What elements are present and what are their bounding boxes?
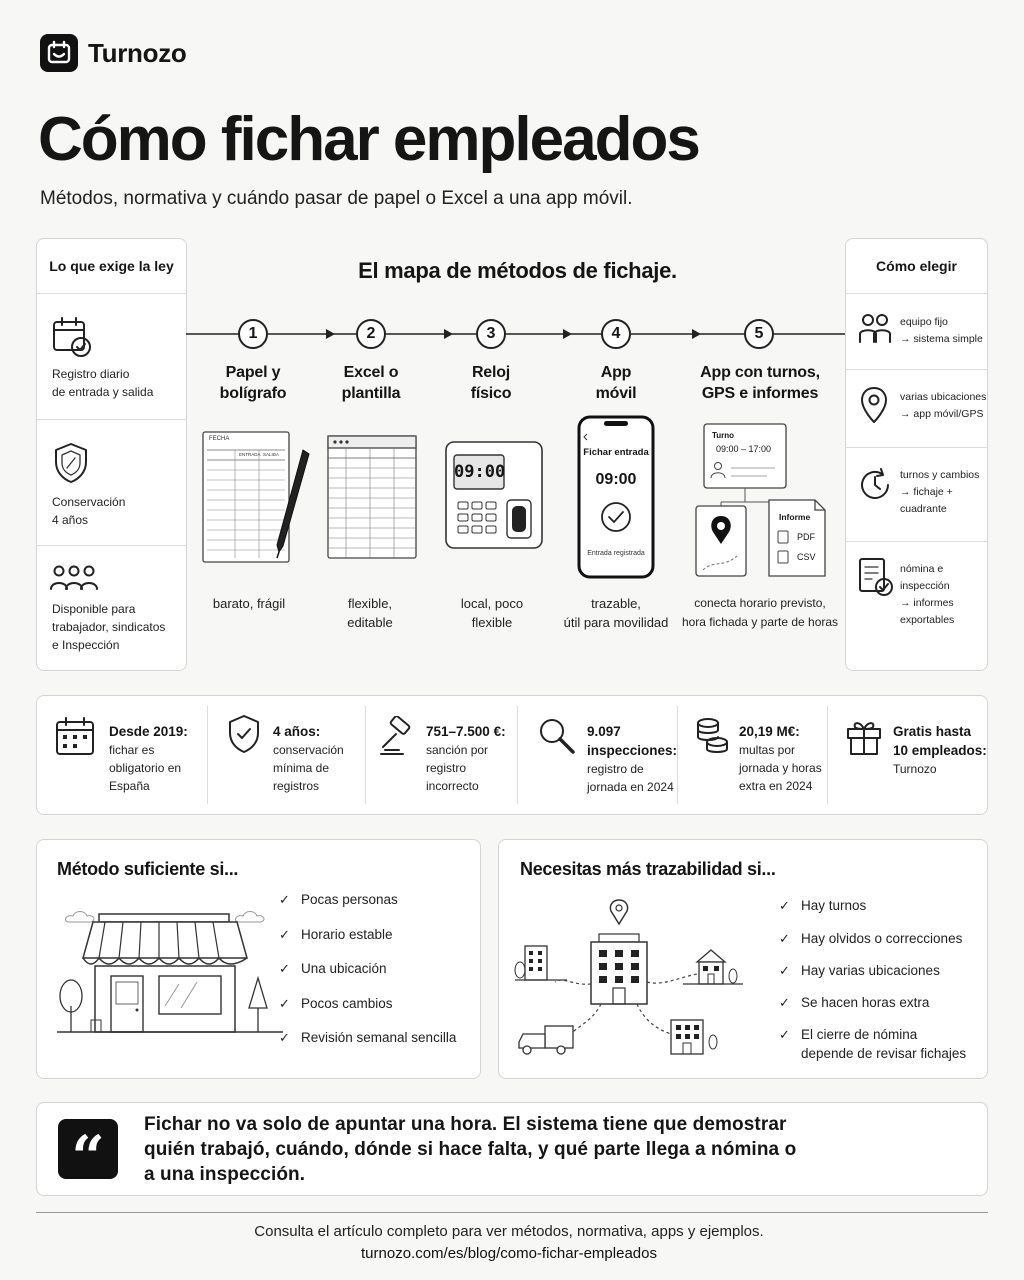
check-icon: ✓: [279, 961, 290, 976]
step-1-desc: barato, frágil: [212, 596, 286, 611]
sufficient-list: [279, 890, 479, 1063]
choose-item-3: turnos y cambios → fichaje + cuadrante: [900, 469, 980, 515]
stat-fine-range: 751–7.500 €: sanción por registro incorrecto: [426, 724, 506, 793]
step-3-desc: local, poco flexible: [460, 596, 524, 630]
step-4-desc: trazable, útil para movilidad: [563, 596, 669, 630]
traceability-title: Necesitas más trazabilidad si...: [520, 859, 776, 879]
check-icon: ✓: [779, 963, 790, 978]
law-panel-title: Lo que exige la ley: [37, 239, 186, 294]
list-item: ✓ Hay olvidos o correcciones: [779, 929, 985, 961]
clock-display-time: 09:00: [454, 462, 506, 482]
spreadsheet-illustration: [326, 434, 418, 562]
quote-text: Fichar no va solo de apuntar una hora. El sistema tiene que demostrar quién trabajó, cuándo, dónde si hace falta, y qué parte llega a nómina o a una inspección.: [144, 1114, 797, 1185]
law-requirements-panel: [36, 238, 187, 671]
stat-4-years: 4 años: conservación mínima de registros: [273, 724, 344, 793]
locations-network-illustration: [513, 896, 753, 1066]
footer-note: Consulta el artículo completo para ver métodos, normativa, apps y ejemplos.: [254, 1223, 764, 1240]
check-icon: ✓: [779, 898, 790, 913]
shift-card-time: 09:00 – 17:00: [716, 444, 772, 454]
app-shifts-illustration: [693, 420, 833, 585]
divider: [37, 419, 186, 420]
step-5-number: 5: [744, 319, 774, 349]
check-icon: ✓: [279, 995, 290, 1011]
paper-col-entrada: ENTRADA: [239, 452, 261, 457]
shield-icon: [53, 442, 89, 484]
quote-icon: “: [58, 1119, 118, 1179]
divider: [846, 541, 987, 542]
brand-name: Turnozo: [88, 38, 187, 68]
choose-item-4: nómina e inspección → informes exportables: [900, 563, 955, 626]
divider: [365, 706, 366, 804]
paper-col-salida: SALIDA: [263, 452, 280, 457]
check-icon: ✓: [279, 1030, 290, 1045]
team-icon: [858, 312, 892, 344]
shield-check-icon: [227, 714, 261, 754]
step-4-number: 4: [601, 319, 631, 349]
phone-illustration: [577, 415, 655, 579]
gavel-icon: [377, 716, 419, 758]
step-1-number: 1: [238, 319, 268, 349]
report-card-label: Informe: [779, 512, 811, 522]
law-item-3: Disponible para trabajador, sindicatos e Inspección: [52, 602, 166, 652]
phone-screen-status: Entrada registrada: [587, 550, 645, 557]
sufficient-title: Método suficiente si...: [57, 859, 239, 879]
divider: [677, 706, 678, 804]
coins-icon: [695, 716, 731, 756]
list-item: ✓ Revisión semanal sencilla: [279, 1028, 479, 1063]
magnifier-icon: [537, 716, 577, 756]
page-subtitle: Métodos, normativa y cuándo pasar de papel o Excel a una app móvil.: [40, 188, 633, 209]
map-title: El mapa de métodos de fichaje.: [358, 258, 677, 283]
divider: [846, 369, 987, 370]
step-3-title: Reloj físico: [470, 364, 512, 402]
step-1-title: Papel y bolígrafo: [219, 364, 287, 402]
law-item-1: Registro diario de entrada y salida: [52, 367, 154, 399]
clock-refresh-icon: [857, 467, 893, 503]
brand-logo: [40, 34, 78, 72]
time-clock-illustration: [444, 440, 544, 550]
phone-screen-title: Fichar entrada: [583, 447, 649, 458]
footer-divider: [36, 1212, 988, 1213]
calendar-check-icon: [52, 316, 92, 358]
sufficient-method-panel: [36, 839, 481, 1079]
phone-screen-time: 09:00: [595, 471, 637, 488]
list-item: ✓ Se hacen horas extra: [779, 993, 985, 1025]
check-icon: ✓: [779, 1027, 790, 1042]
divider: [846, 447, 987, 448]
list-item: ✓ Pocos cambios: [279, 994, 479, 1029]
divider: [827, 706, 828, 804]
step-5-title: App con turnos, GPS e informes: [700, 364, 820, 402]
report-format-csv: CSV: [797, 552, 816, 562]
check-icon: ✓: [779, 931, 790, 946]
divider: [37, 545, 186, 546]
step-2-number: 2: [356, 319, 386, 349]
list-item: ✓ Pocas personas: [279, 890, 479, 925]
step-2-title: Excel o plantilla: [341, 364, 401, 402]
choose-item-2: varias ubicaciones → app móvil/GPS: [900, 391, 987, 420]
step-3-number: 3: [476, 319, 506, 349]
how-to-choose-panel: [845, 238, 988, 671]
traceability-panel: [498, 839, 988, 1079]
divider: [207, 706, 208, 804]
check-icon: ✓: [779, 995, 790, 1010]
list-item: ✓ El cierre de nómina depende de revisar fichajes: [779, 1027, 967, 1061]
stat-free-plan: Gratis hasta 10 empleados: Turnozo: [893, 724, 987, 776]
traceability-list: [779, 896, 985, 1063]
list-item: ✓ Horario estable: [279, 925, 479, 960]
check-icon: ✓: [279, 892, 290, 907]
stat-since-2019: Desde 2019: fichar es obligatorio en España: [109, 724, 188, 793]
choose-panel-title: Cómo elegir: [846, 239, 987, 294]
calendar-icon: [40, 34, 78, 72]
gift-icon: [845, 716, 883, 756]
shift-card-label: Turno: [712, 431, 735, 440]
stat-inspections: 9.097 inspecciones: registro de jornada en 2024: [587, 724, 678, 794]
step-4-title: App móvil: [595, 364, 637, 402]
step-5-desc: conecta horario previsto, hora fichada y parte de horas: [681, 596, 839, 629]
paper-header: FECHA: [209, 436, 230, 442]
paper-sheet-illustration: [199, 428, 314, 570]
law-item-2: Conservación 4 años: [52, 495, 126, 527]
report-format-pdf: PDF: [797, 532, 815, 542]
list-item: ✓ Una ubicación: [279, 959, 479, 994]
divider: [517, 706, 518, 804]
stat-fines-total: 20,19 M€: multas por jornada y horas extra en 2024: [739, 724, 822, 793]
list-item: ✓ Hay turnos: [779, 896, 985, 929]
check-icon: ✓: [279, 926, 290, 942]
list-item: ✓ Hay varias ubicaciones: [779, 961, 985, 993]
step-2-desc: flexible, editable: [347, 596, 393, 630]
shop-illustration: [53, 902, 293, 1072]
calendar-grid-icon: [55, 716, 95, 756]
location-pin-icon: [860, 386, 888, 424]
choose-item-1: equipo fijo → sistema simple: [900, 316, 983, 345]
stats-strip: [36, 695, 988, 815]
article-link[interactable]: turnozo.com/es/blog/como-fichar-empleados: [361, 1245, 657, 1262]
page-title: Cómo fichar empleados: [38, 105, 699, 174]
people-icon: [50, 564, 98, 592]
report-check-icon: [858, 557, 894, 597]
